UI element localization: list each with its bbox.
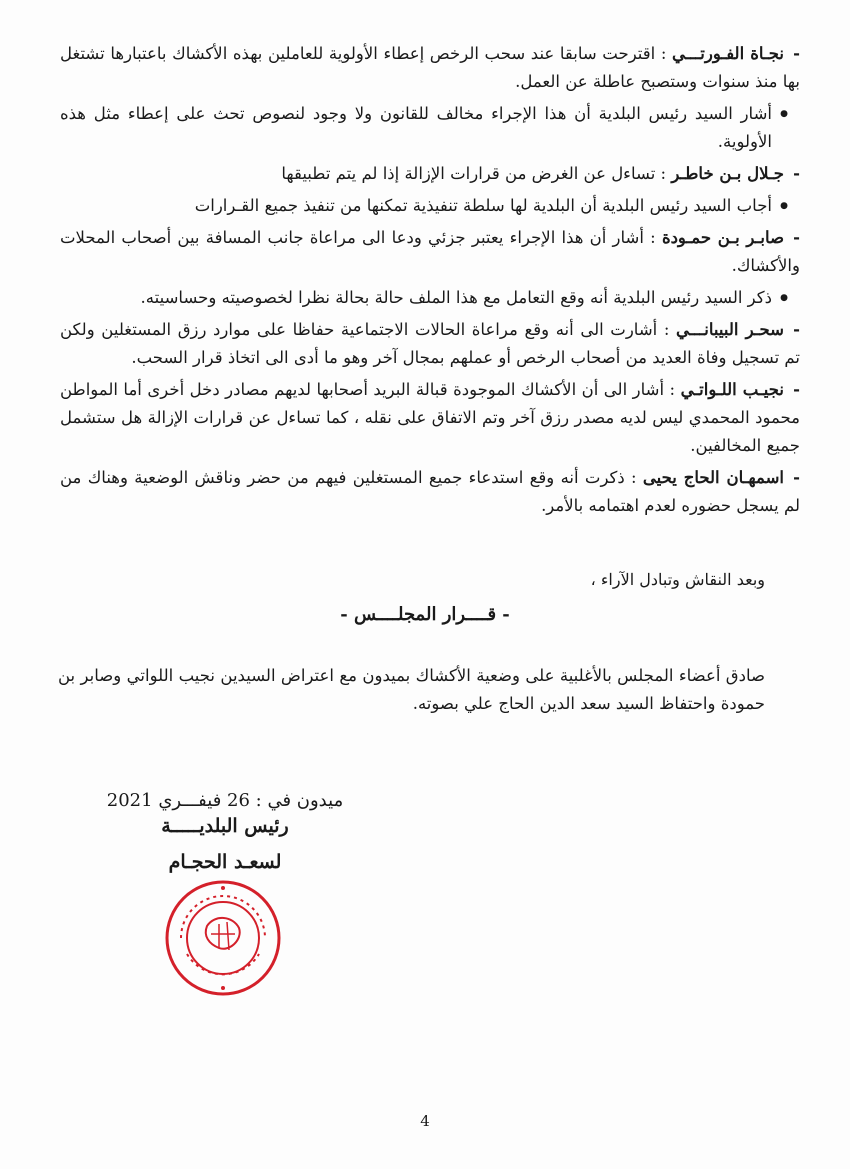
separator: :	[657, 320, 677, 339]
separator: :	[655, 44, 673, 63]
discussion-entries	[60, 40, 800, 524]
speaker-statement: اقترحت سابقا عند سحب الرخص إعطاء الأولوية للعاملين بهذه الأكشاك باعتبارها تشتغل بها منذ سنوات وستصبح عاطلة عن العمل.	[60, 44, 800, 91]
speaker-entry	[60, 40, 800, 96]
speaker-statement: أشار الى أن الأكشاك الموجودة قبالة البريد أصحابها لديهم مصادر دخل أخرى أما المواطن محمود المحمدي ليس لديه مصدر رزق آخر وتم الاتفاق على نقله ، كما تساءل عن قرارات الإزالة هل ستشمل جميع المخالفين.	[60, 380, 800, 455]
speaker-entry	[60, 160, 800, 188]
signature-block	[100, 790, 350, 873]
separator: :	[643, 228, 662, 247]
speaker-entry	[60, 316, 800, 372]
decision-title: - قــــرار المجلــــس -	[340, 604, 510, 625]
entry-dash: -	[793, 44, 801, 63]
page-number: 4	[420, 1112, 430, 1130]
speaker-statement: ذكرت أنه وقع استدعاء جميع المستغلين فيهم من حضر وناقش الوضعية وهناك من لم يسجل حضوره لعدم اهتمامه بالأمر.	[60, 468, 800, 515]
decision-text: صادق أعضاء المجلس بالأغلبية على وضعية الأكشاك بميدون مع اعتراض السيدين نجيب اللواتي وصابر بن حمودة واحتفاظ السيد سعد الدين الحاج علي بصوته.	[58, 666, 765, 713]
speaker-name: اسمهـان الحاج يحيى	[642, 468, 784, 487]
speaker-entry	[60, 224, 800, 280]
signature-title: رئيس البلديـــــة	[161, 815, 289, 837]
separator: :	[624, 468, 643, 487]
speaker-name: صابـر بـن حمـودة	[661, 228, 784, 247]
speaker-entry	[60, 464, 800, 520]
speaker-entry	[60, 376, 800, 460]
speaker-name: سحـر البيبانـــي	[676, 320, 784, 339]
signature-name: لسعـد الحجـام	[168, 851, 282, 873]
response-bullet: ● أجاب السيد رئيس البلدية أن البلدية لها سلطة تنفيذية تمكنها من تنفيذ جميع القـرارات	[60, 192, 800, 220]
speaker-statement: أشار أن هذا الإجراء يعتبر جزئي ودعا الى مراعاة جانب المسافة بين أصحاب المحلات والأكشاك.	[60, 228, 800, 275]
official-stamp	[163, 878, 283, 998]
response-bullet: ● أشار السيد رئيس البلدية أن هذا الإجراء مخالف للقانون ولا وجود لنصوص تحث على إعطاء مثل هذه الأولوية.	[60, 100, 800, 156]
speaker-statement: تساءل عن الغرض من قرارات الإزالة إذا لم يتم تطبيقها	[281, 164, 656, 183]
speaker-name: نجـاة الفـورتـــي	[672, 44, 785, 63]
entry-dash: -	[793, 468, 800, 487]
speaker-name: نجيـب اللـواتـي	[680, 380, 784, 399]
response-bullet: ● ذكر السيد رئيس البلدية أنه وقع التعامل مع هذا الملف حالة بحالة نظرا لخصوصيته وحساسيته.	[60, 284, 800, 312]
entry-dash: -	[793, 164, 800, 183]
entry-dash: -	[793, 320, 800, 339]
closing-line: وبعد النقاش وتبادل الآراء ،	[590, 570, 765, 589]
speaker-statement: أشارت الى أنه وقع مراعاة الحالات الاجتماعية حفاظا على موارد رزق المستغلين ولكن تم تسجيل وفاة العديد من أصحاب الرخص أو عملهم بمجال آخر وهو ما أدى الى اتخاذ قرار السحب.	[60, 320, 800, 367]
entry-dash: -	[793, 380, 800, 399]
separator: :	[664, 380, 681, 399]
signature-date: ميدون في : 26 فيفـــري 2021	[106, 790, 344, 811]
entry-dash: -	[793, 228, 800, 247]
separator: :	[655, 164, 672, 183]
speaker-name: جـلال بـن خاطـر	[671, 164, 784, 183]
